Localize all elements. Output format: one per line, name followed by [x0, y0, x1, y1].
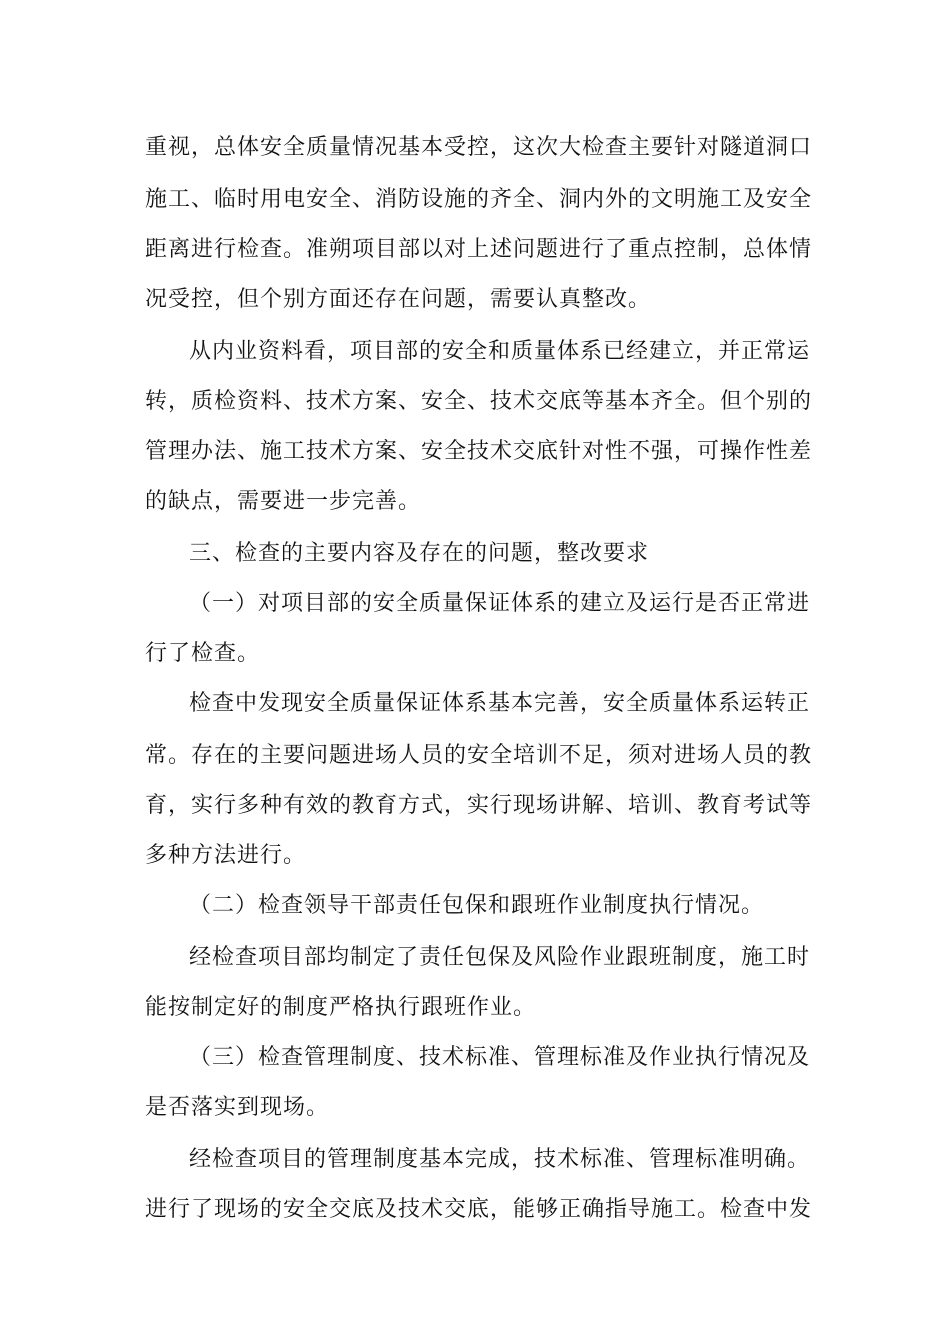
text-line: 经检查项目部均制定了责任包保及风险作业跟班制度，施工时: [189, 945, 811, 970]
text-line: 的缺点，需要进一步完善。: [145, 489, 422, 514]
text-line: （三）检查管理制度、技术标准、管理标准及作业执行情况及: [189, 1045, 811, 1070]
text-line: 施工、临时用电安全、消防设施的齐全、洞内外的文明施工及安全: [145, 187, 813, 212]
text-line: 检查中发现安全质量保证体系基本完善，安全质量体系运转正: [189, 691, 811, 716]
text-line: 育，实行多种有效的教育方式，实行现场讲解、培训、教育考试等: [145, 793, 813, 818]
text-line: 管理办法、施工技术方案、安全技术交底针对性不强，可操作性差: [145, 439, 813, 464]
text-line: 三、检查的主要内容及存在的问题，整改要求: [189, 541, 650, 566]
text-line: （二）检查领导干部责任包保和跟班作业制度执行情况。: [189, 893, 765, 918]
text-line: 常。存在的主要问题进场人员的安全培训不足，须对进场人员的教: [145, 743, 813, 768]
text-line: 转，质检资料、技术方案、安全、技术交底等基本齐全。但个别的: [145, 389, 813, 414]
text-line: 距离进行检查。准朔项目部以对上述问题进行了重点控制，总体情: [145, 237, 813, 262]
text-line: 经检查项目的管理制度基本完成，技术标准、管理标准明确。: [189, 1147, 811, 1172]
text-line: （一）对项目部的安全质量保证体系的建立及运行是否正常进: [189, 591, 811, 616]
text-line: 行了检查。: [145, 641, 261, 666]
text-line: 进行了现场的安全交底及技术交底，能够正确指导施工。检查中发: [145, 1197, 813, 1222]
text-line: 是否落实到现场。: [145, 1095, 330, 1120]
text-line: 况受控，但个别方面还存在问题，需要认真整改。: [145, 287, 652, 312]
text-line: 重视，总体安全质量情况基本受控，这次大检查主要针对隧道洞口: [145, 135, 813, 160]
text-line: 多种方法进行。: [145, 843, 307, 868]
text-line: 能按制定好的制度严格执行跟班作业。: [145, 995, 537, 1020]
text-line: 从内业资料看，项目部的安全和质量体系已经建立，并正常运: [189, 339, 811, 364]
